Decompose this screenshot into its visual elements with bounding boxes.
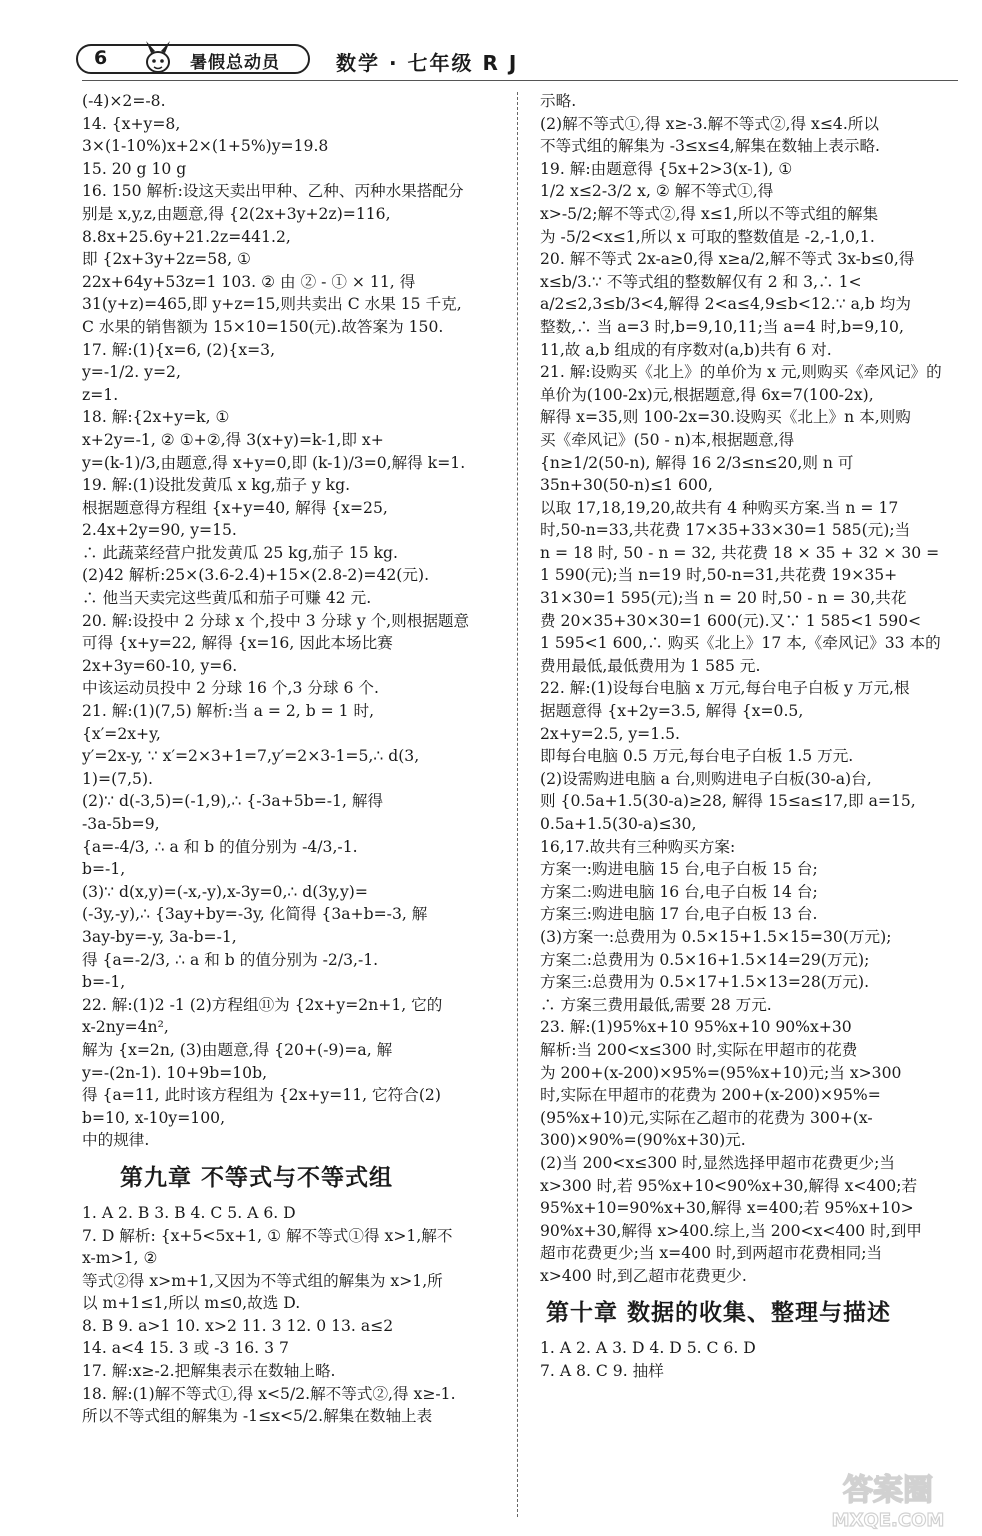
answer-line: 19. 解:由题意得 {5x+2>3(x-1), ①	[540, 159, 793, 178]
answer-line: 21. 解:(1)(7,5) 解析:当 a = 2, b = 1 时,	[82, 702, 375, 721]
answer-line: 17. 解:(1){x=6, (2){x=3,	[82, 340, 276, 359]
answer-line: 方案三:购进电脑 17 台,电子白板 13 台.	[540, 905, 818, 924]
answer-line: 方案一:购进电脑 15 台,电子白板 15 台;	[540, 860, 818, 879]
answer-line: 买《牵风记》(50 - n)本,根据题意,得	[540, 430, 795, 449]
answer-line: 1)=(7,5).	[82, 769, 153, 788]
answer-line: (95%x+10)元,实际在乙超市的花费为 300+(x-	[540, 1108, 873, 1127]
answer-line: (2)42 解析:25×(3.6-2.4)+15×(2.8-2)=42(元).	[82, 566, 430, 585]
answer-line: y=-(2n-1). 10+9b=10b,	[82, 1063, 268, 1082]
watermark-logo	[798, 1466, 978, 1532]
answer-line: 即 {2x+3y+2z=58, ①	[82, 250, 251, 269]
answer-line: 时,实际在甲超市的花费为 200+(x-200)×95%=	[540, 1086, 881, 1105]
answer-line: 1. A 2. A 3. D 4. D 5. C 6. D	[540, 1339, 756, 1358]
answer-line: y′=2x-y, ∵ x′=2×3+1=7,y′=2×3-1=5,∴ d(3,	[82, 747, 420, 766]
answer-line: x-2ny=4n²,	[82, 1018, 169, 1037]
answer-line: (2)解不等式①,得 x≥-3.解不等式②,得 x≤4.所以	[540, 114, 879, 133]
answer-line: 31(y+z)=465,即 y+z=15,则共卖出 C 水果 15 千克,	[82, 295, 462, 314]
answer-line: 即每台电脑 0.5 万元,每台电子白板 1.5 万元.	[540, 747, 854, 766]
watermark-url: MXQE.COM	[831, 1510, 945, 1531]
answer-line: (2)当 200<x≤300 时,显然选择甲超市花费更少;当	[540, 1153, 895, 1172]
answer-line: 2x+3y=60-10, y=6.	[82, 656, 238, 675]
answer-line: x+2y=-1, ② ①+②,得 3(x+y)=k-1,即 x+	[82, 430, 384, 449]
answer-line: 31×30=1 595(元);当 n = 20 时,50 - n = 30,共花	[540, 589, 907, 608]
answer-line: ∴ 此蔬菜经营户批发黄瓜 25 kg,茄子 15 kg.	[82, 543, 398, 562]
answer-line: 据题意得 {x+2y=3.5, 解得 {x=0.5,	[540, 702, 804, 721]
answer-line: 方案三:总费用为 0.5×17+1.5×13=28(万元).	[540, 973, 870, 992]
answer-line: 可得 {x+y=22, 解得 {x=16, 因此本场比赛	[82, 634, 393, 653]
watermark-text: 答案圈	[843, 1473, 933, 1508]
answer-line: 19. 解:(1)设批发黄瓜 x kg,茄子 y kg.	[82, 476, 351, 495]
answer-line: (2)设需购进电脑 a 台,则购进电子白板(30-a)台,	[540, 769, 872, 788]
series-badge	[76, 44, 310, 74]
left-column	[82, 90, 507, 1428]
answer-line: {a=-4/3, ∴ a 和 b 的值分别为 -4/3,-1.	[82, 837, 358, 856]
answer-line: y=-1/2. y=2,	[82, 363, 181, 382]
answer-line: {x′=2x+y,	[82, 724, 161, 743]
answer-line: 23. 解:(1)95%x+10 95%x+10 90%x+30	[540, 1018, 852, 1037]
answer-line: x>-5/2;解不等式②,得 x≤1,所以不等式组的解集	[540, 204, 879, 223]
answer-line: 费 20×35+30×30=1 600(元).又∵ 1 585<1 590<	[540, 611, 922, 630]
answer-line: (-4)×2=-8.	[82, 92, 166, 110]
header-rule	[82, 80, 958, 81]
answer-line: 90%x+30,解得 x>400.综上,当 200<x<400 时,到甲	[540, 1221, 922, 1240]
column-divider	[517, 92, 518, 1517]
answer-line: 以取 17,18,19,20,故共有 4 种购买方案.当 n = 17	[540, 498, 899, 517]
answer-line: 单价为(100-2x)元,根据题意,得 6x=7(100-2x),	[540, 385, 874, 404]
answer-line: 22. 解:(1)2 -1 (2)方程组⑪为 {2x+y=2n+1, 它的	[82, 995, 443, 1014]
chapter-9-answers	[82, 1202, 507, 1428]
answer-line: b=-1,	[82, 973, 126, 992]
answer-line: 21. 解:设购买《北上》的单价为 x 元,则购买《牵风记》的	[540, 363, 942, 382]
answer-line: {n≥1/2(50-n), 解得 16 2/3≤n≤20,则 n 可	[540, 453, 854, 472]
answer-line: 20. 解不等式 2x-a≥0,得 x≥a/2,解不等式 3x-b≤0,得	[540, 250, 915, 269]
answer-line: ∴ 他当天卖完这些黄瓜和茄子可赚 42 元.	[82, 589, 372, 608]
answer-line: 22x+64y+53z=1 103. ② 由 ② - ① × 11, 得	[82, 272, 416, 291]
answer-line: 不等式组的解集为 -3≤x≤4,解集在数轴上表示略.	[540, 137, 881, 156]
answer-line: 1/2 x≤2-3/2 x, ② 解不等式①,得	[540, 182, 774, 201]
answer-line: 8. B 9. a>1 10. x>2 11. 3 12. 0 13. a≤2	[82, 1316, 394, 1335]
answer-line: 方案二:购进电脑 16 台,电子白板 14 台;	[540, 882, 818, 901]
answer-line: z=1.	[82, 385, 119, 404]
answer-line: 22. 解:(1)设每台电脑 x 万元,每台电子白板 y 万元,根	[540, 679, 910, 698]
answer-line: 超市花费更少;当 x=400 时,到两超市花费相同;当	[540, 1244, 883, 1263]
chapter-10-heading: 第十章 数据的收集、整理与描述	[546, 1300, 892, 1327]
chapter-10-answers	[540, 1337, 960, 1382]
answer-line: b=10, x-10y=100,	[82, 1108, 226, 1127]
answer-line: a/2≤2,3≤b/3<4,解得 2<a≤4,9≤b<12.∵ a,b 均为	[540, 295, 911, 314]
answer-line: -3a-5b=9,	[82, 815, 160, 833]
answer-line: 时,50-n=33,共花费 17×35+33×30=1 585(元);当	[540, 521, 911, 540]
answer-line: 为 -5/2<x≤1,所以 x 可取的整数值是 -2,-1,0,1.	[540, 227, 875, 246]
answer-line: 3ay-by=-y, 3a-b=-1,	[82, 927, 237, 946]
answer-line: 2x+y=2.5, y=1.5.	[540, 724, 681, 743]
answer-line: C 水果的销售额为 15×10=150(元).故答案为 150.	[82, 317, 444, 336]
series-title: 暑假总动员	[190, 53, 280, 73]
chapter-8-answers	[82, 90, 507, 1152]
answer-line: 300)×90%=(90%x+30)元.	[540, 1131, 746, 1150]
answer-line: 0.5a+1.5(30-a)≤30,	[540, 815, 697, 833]
answer-line: y=(k-1)/3,由题意,得 x+y=0,即 (k-1)/3=0,解得 k=1.	[82, 453, 466, 472]
answer-line: 1 590(元);当 n=19 时,50-n=31,共花费 19×35+	[540, 566, 898, 585]
answer-line: 得 {a=11, 此时该方程组为 {2x+y=11, 它符合(2)	[82, 1086, 441, 1105]
answer-line: 解析:当 200<x≤300 时,实际在甲超市的花费	[540, 1040, 858, 1059]
answer-line: 17. 解:x≥-2.把解集表示在数轴上略.	[82, 1362, 336, 1381]
answer-line: b=-1,	[82, 860, 126, 879]
answer-line: 16. 150 解析:设这天卖出甲种、乙种、丙种水果搭配分	[82, 182, 464, 201]
answer-line: 1 595<1 600,∴ 购买《北上》17 本,《牵风记》33 本的	[540, 634, 941, 653]
answer-line: 所以不等式组的解集为 -1≤x<5/2.解集在数轴上表	[82, 1407, 433, 1426]
answer-line: 则 {0.5a+1.5(30-a)≥28, 解得 15≤a≤17,即 a=15,	[540, 792, 916, 811]
mascot-icon	[136, 38, 182, 78]
answer-line: 示略.	[540, 92, 577, 110]
answer-line: 35n+30(50-n)≤1 600,	[540, 476, 713, 495]
answer-line: 3×(1-10%)x+2×(1+5%)y=19.8	[82, 137, 329, 156]
answer-line: 14. a<4 15. 3 或 -3 16. 3 7	[82, 1339, 289, 1358]
answer-line: 等式②得 x>m+1,又因为不等式组的解集为 x>1,所	[82, 1271, 443, 1290]
answer-line: x≤b/3.∵ 不等式组的整数解仅有 2 和 3,∴ 1<	[540, 272, 862, 291]
answer-line: 根据题意得方程组 {x+y=40, 解得 {x=25,	[82, 498, 388, 517]
answer-line: x>300 时,若 95%x+10<90%x+30,解得 x<400;若	[540, 1176, 918, 1195]
answer-line: 18. 解:{2x+y=k, ①	[82, 408, 230, 427]
subject-title: 数学 · 七年级 R J	[336, 51, 519, 75]
answer-line: (3)方案一:总费用为 0.5×15+1.5×15=30(万元);	[540, 927, 892, 946]
answer-line: 为 200+(x-200)×95%=(95%x+10)元;当 x>300	[540, 1063, 902, 1082]
answer-line: 95%x+10=90%x+30,解得 x=400;若 95%x+10>	[540, 1199, 914, 1218]
answer-line: 解为 {x=2n, (3)由题意,得 {20+(-9)=a, 解	[82, 1040, 393, 1059]
answer-line: 得 {a=-2/3, ∴ a 和 b 的值分别为 -2/3,-1.	[82, 950, 379, 969]
answer-line: 解得 x=35,则 100-2x=30.设购买《北上》n 本,则购	[540, 408, 911, 427]
answer-line: ∴ 方案三费用最低,需要 28 万元.	[540, 995, 772, 1014]
answer-line: (3)∵ d(x,y)=(-x,-y),x-3y=0,∴ d(3y,y)=	[82, 882, 368, 901]
answer-line: 中的规律.	[82, 1131, 150, 1150]
answer-line: x-m>1, ②	[82, 1249, 158, 1268]
answer-line: 2.4x+2y=90, y=15.	[82, 521, 237, 540]
answer-line: 16,17.故共有三种购买方案:	[540, 837, 736, 856]
chapter-9-answers-continued	[540, 90, 960, 1287]
answer-line: x>400 时,到乙超市花费更少.	[540, 1266, 747, 1285]
answer-line: 14. {x+y=8,	[82, 114, 181, 133]
chapter-9-heading: 第九章 不等式与不等式组	[120, 1164, 394, 1191]
answer-line: 15. 20 g 10 g	[82, 159, 187, 178]
answer-line: (2)∵ d(-3,5)=(-1,9),∴ {-3a+5b=-1, 解得	[82, 792, 384, 811]
page-header	[0, 0, 982, 80]
page-number: 6	[94, 47, 108, 69]
answer-line: 18. 解:(1)解不等式①,得 x<5/2.解不等式②,得 x≥-1.	[82, 1384, 456, 1403]
answer-line: 费用最低,最低费用为 1 585 元.	[540, 656, 761, 675]
answer-line: 20. 解:设投中 2 分球 x 个,投中 3 分球 y 个,则根据题意	[82, 611, 470, 630]
answer-line: n = 18 时, 50 - n = 32, 共花费 18 × 35 + 32 × 30 =	[540, 543, 940, 562]
answer-line: 方案二:总费用为 0.5×16+1.5×14=29(万元);	[540, 950, 870, 969]
answer-line: 中该运动员投中 2 分球 16 个,3 分球 6 个.	[82, 679, 379, 698]
answer-line: (-3y,-y),∴ {3ay+by=-3y, 化简得 {3a+b=-3, 解	[82, 905, 428, 924]
answer-line: 8.8x+25.6y+21.2z=441.2,	[82, 227, 291, 246]
answer-line: 7. D 解析: {x+5<5x+1, ① 解不等式①得 x>1,解不	[82, 1226, 453, 1245]
answer-line: 1. A 2. B 3. B 4. C 5. A 6. D	[82, 1203, 296, 1222]
answer-line: 11,故 a,b 组成的有序数对(a,b)共有 6 对.	[540, 340, 832, 359]
answer-line: 7. A 8. C 9. 抽样	[540, 1362, 664, 1381]
answer-line: 以 m+1≤1,所以 m≤0,故选 D.	[82, 1294, 301, 1313]
answer-line: 别是 x,y,z,由题意,得 {2(2x+3y+2z)=116,	[82, 204, 391, 223]
right-column	[540, 90, 960, 1383]
answer-line: 整数,∴ 当 a=3 时,b=9,10,11;当 a=4 时,b=9,10,	[540, 317, 904, 336]
